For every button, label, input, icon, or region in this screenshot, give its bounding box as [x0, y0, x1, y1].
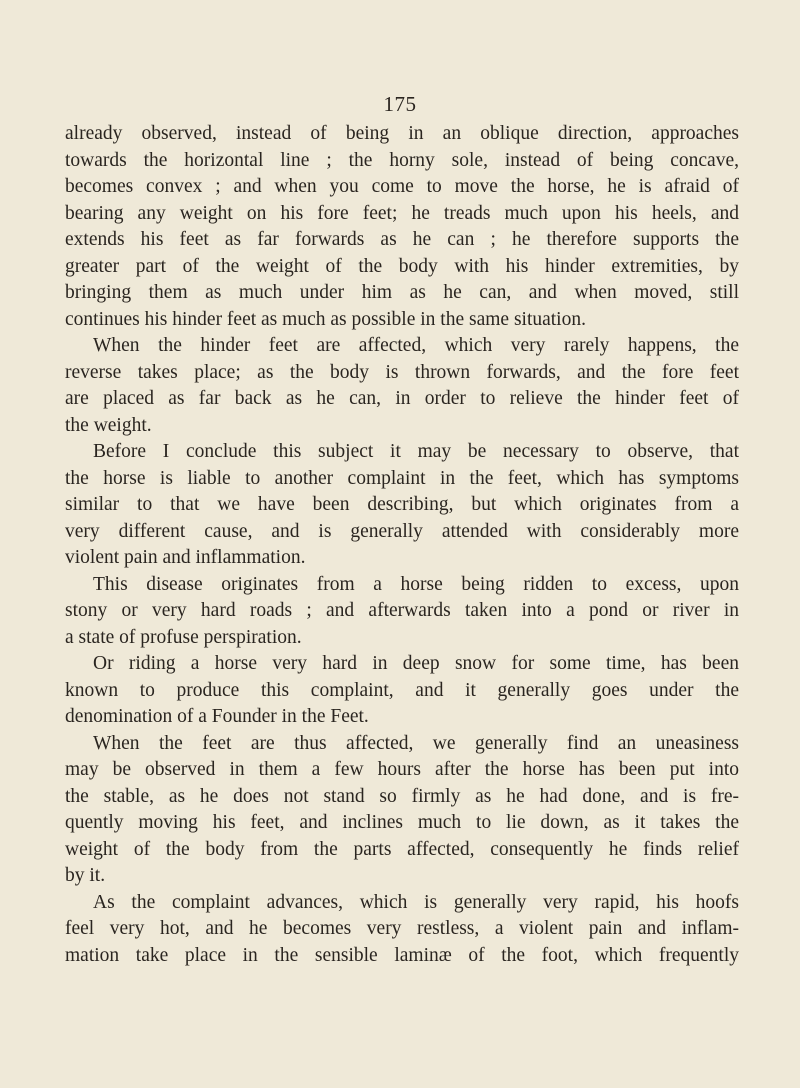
text-line: greater part of the weight of the body with his hinder extremities, by — [65, 255, 739, 277]
text-line: bearing any weight on his fore feet; he treads much upon his heels, and — [65, 202, 739, 224]
text-line: reverse takes place; as the body is thrown forwards, and the fore feet — [65, 361, 739, 383]
text-line: mation take place in the sensible laminæ of the foot, which frequently — [65, 944, 739, 966]
text-line: continues his hinder feet as much as possible in the same situation. — [65, 308, 586, 330]
text-line: As the complaint advances, which is generally very rapid, his hoofs — [93, 891, 739, 913]
text-line: feel very hot, and he becomes very restless, a violent pain and inflam- — [65, 918, 739, 939]
text-line: becomes convex ; and when you come to move the horse, he is afraid of — [65, 176, 739, 197]
text-line: known to produce this complaint, and it generally goes under the — [65, 679, 739, 701]
text-line: Or riding a horse very hard in deep snow for some time, has been — [93, 653, 739, 674]
text-line: the horse is liable to another complaint in the feet, which has symptoms — [65, 467, 739, 489]
text-line: When the feet are thus affected, we generally find an uneasiness — [93, 732, 739, 754]
page-number: 175 — [383, 92, 417, 116]
text-line: a state of profuse perspiration. — [65, 626, 302, 648]
text-line: extends his feet as far forwards as he can ; he therefore supports the — [65, 229, 739, 250]
text-line: stony or very hard roads ; and afterwards taken into a pond or river in — [65, 600, 739, 621]
text-line: similar to that we have been describing, but which originates from a — [65, 494, 739, 515]
text-line: weight of the body from the parts affected, consequently he finds relief — [65, 838, 739, 860]
text-line: by it. — [65, 865, 106, 886]
text-line: When the hinder feet are affected, which very rarely happens, the — [93, 335, 739, 356]
text-line: denomination of a Founder in the Feet. — [65, 706, 369, 727]
text-line: the weight. — [65, 414, 152, 436]
text-line: Before I conclude this subject it may be necessary to observe, that — [93, 441, 739, 462]
text-line: very different cause, and is generally attended with considerably more — [65, 520, 739, 542]
text-line: are placed as far back as he can, in order to relieve the hinder feet of — [65, 388, 739, 409]
text-line: bringing them as much under him as he can, and when moved, still — [65, 282, 739, 303]
text-line: quently moving his feet, and inclines much to lie down, as it takes the — [65, 812, 739, 833]
text-line: violent pain and inflammation. — [65, 547, 306, 568]
body-text — [65, 121, 739, 969]
text-line: already observed, instead of being in an oblique direction, approaches — [65, 123, 739, 144]
text-line: towards the horizontal line ; the horny sole, instead of being concave, — [65, 149, 739, 171]
text-line: the stable, as he does not stand so firmly as he had done, and is fre- — [65, 785, 739, 807]
text-line: may be observed in them a few hours after the horse has been put into — [65, 759, 739, 780]
text-line: This disease originates from a horse being ridden to excess, upon — [93, 573, 739, 595]
